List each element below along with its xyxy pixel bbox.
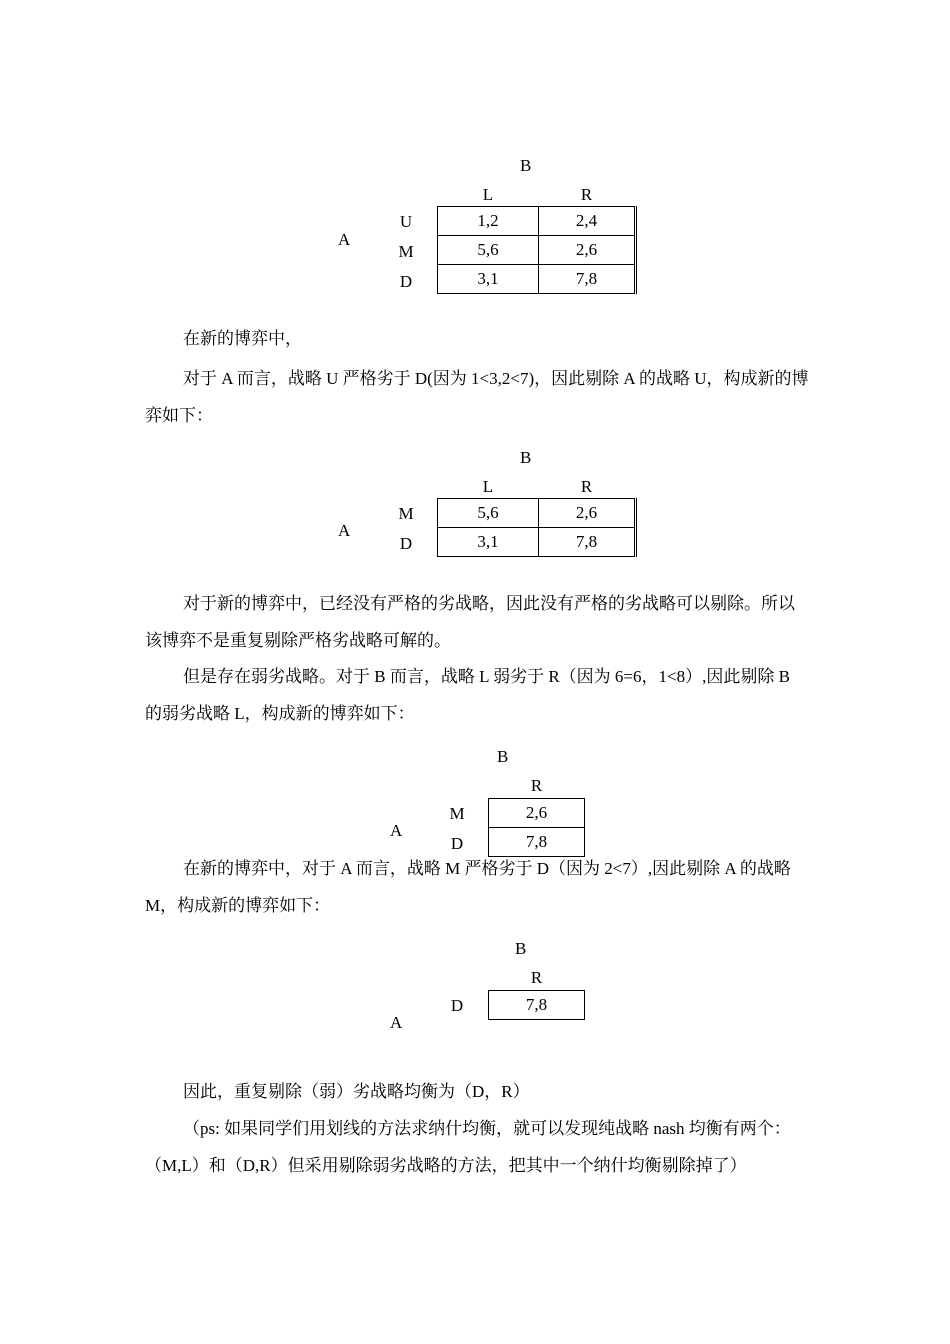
matrix-2-col-label: L [482, 477, 494, 496]
matrix-2-col-label: R [580, 477, 593, 496]
payoff-cell: 2,6 [539, 499, 636, 528]
paragraph-5: 在新的博弈中，对于 A 而言，战略 M 严格劣于 D（因为 2<7）,因此剔除 A 的战略 M，构成新的博弈如下： [145, 859, 791, 915]
paragraph-7: （ps: 如果同学们用划线的方法求纳什均衡，就可以发现纯战略 nash 均衡有两个：（M,L）和（D,R）但采用剔除弱劣战略的方法，把其中一个纳什均衡剔除掉了） [145, 1119, 791, 1175]
matrix-4-col-player: B [515, 939, 527, 958]
payoff-cell: 1,2 [438, 207, 539, 236]
matrix-4-table [488, 990, 585, 1020]
paragraph-3: 对于新的博弈中，已经没有严格的劣战略，因此没有严格的劣战略可以剔除。所以该博弈不是重复剔除严格劣战略可解的。 [145, 594, 795, 650]
matrix-4-row-player: A [390, 1013, 403, 1032]
matrix-3-col-player: B [497, 747, 509, 766]
paragraph-2: 对于 A 而言，战略 U 严格劣于 D(因为 1<3,2<7)，因此剔除 A 的战略 U，构成新的博弈如下： [145, 369, 809, 425]
matrix-4-col-label: R [530, 968, 543, 987]
payoff-cell: 5,6 [438, 236, 539, 265]
payoff-cell: 7,8 [539, 528, 636, 557]
matrix-2-row-label: M [398, 504, 414, 523]
matrix-1-col-label: L [482, 185, 494, 204]
matrix-1-col-label: R [580, 185, 593, 204]
matrix-3-col-label: R [530, 776, 543, 795]
matrix-1-row-label: D [399, 272, 413, 291]
matrix-1-row-label: U [399, 212, 413, 231]
matrix-3-row-player: A [390, 821, 403, 840]
matrix-3-row-label: D [450, 834, 464, 853]
matrix-3-table [488, 798, 585, 857]
matrix-2-col-player: B [520, 448, 532, 467]
matrix-3-row-label: M [449, 804, 465, 823]
matrix-1-row-player: A [338, 230, 351, 249]
matrix-2-table [437, 498, 637, 557]
matrix-2-row-label: D [399, 534, 413, 553]
payoff-cell: 2,4 [539, 207, 636, 236]
paragraph-6: 因此，重复剔除（弱）劣战略均衡为（D，R） [183, 1082, 530, 1101]
payoff-cell: 3,1 [438, 528, 539, 557]
paragraph-4: 但是存在弱劣战略。对于 B 而言，战略 L 弱劣于 R（因为 6=6，1<8）,因此剔除 B 的弱劣战略 L，构成新的博弈如下： [145, 667, 790, 723]
paragraph-1: 在新的博弈中， [183, 329, 302, 348]
payoff-cell: 2,6 [539, 236, 636, 265]
payoff-cell: 7,8 [539, 265, 636, 294]
payoff-cell: 7,8 [489, 828, 585, 857]
payoff-cell: 7,8 [489, 991, 585, 1020]
matrix-1-col-player: B [520, 156, 532, 175]
payoff-cell: 5,6 [438, 499, 539, 528]
payoff-cell: 2,6 [489, 799, 585, 828]
matrix-1-table [437, 206, 637, 294]
matrix-2-row-player: A [338, 521, 351, 540]
matrix-1-row-label: M [398, 242, 414, 261]
matrix-4-row-label: D [450, 996, 464, 1015]
payoff-cell: 3,1 [438, 265, 539, 294]
